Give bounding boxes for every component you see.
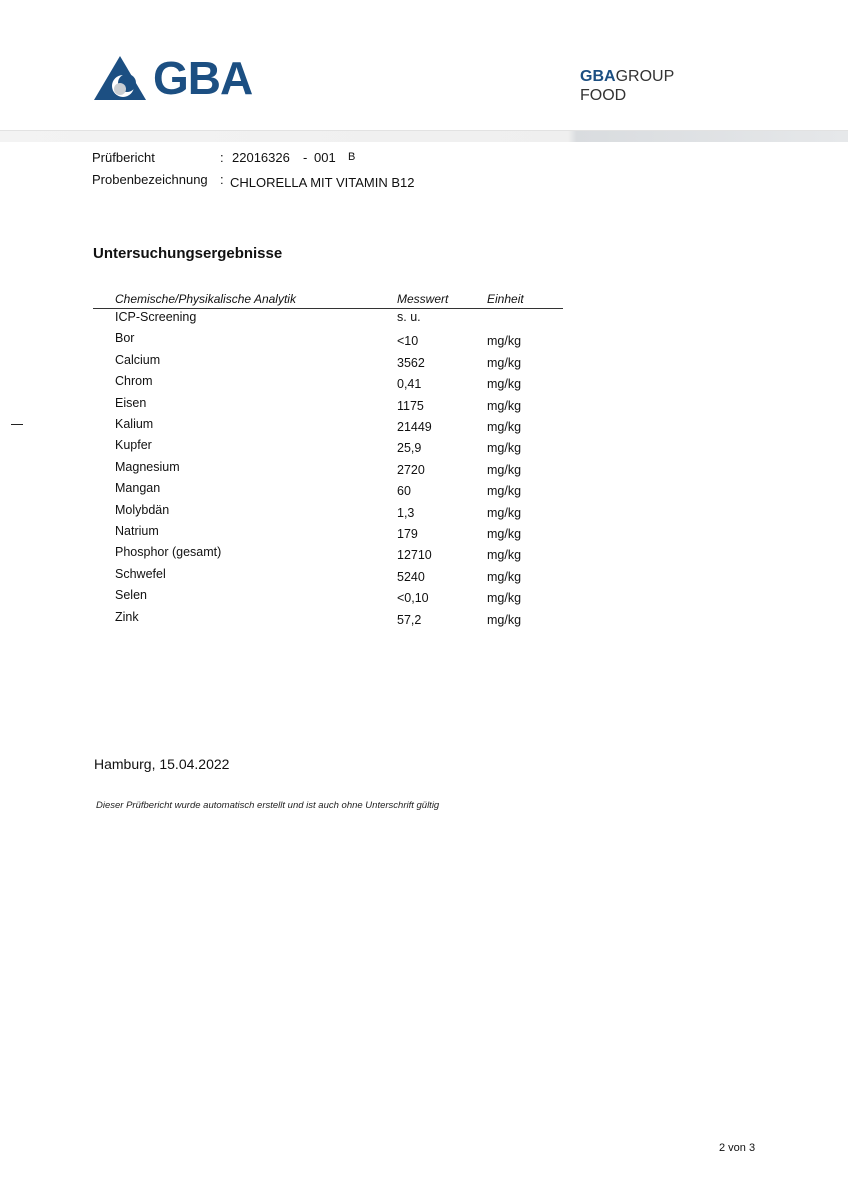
unit: mg/kg	[487, 548, 522, 563]
group-brand-rest: GROUP	[615, 68, 675, 85]
unit: mg/kg	[487, 505, 522, 520]
unit: mg/kg	[487, 377, 522, 392]
measured-value: 12710	[397, 548, 432, 563]
table-row	[93, 481, 563, 502]
analysis-name: Molybdän	[115, 502, 170, 517]
table-row	[93, 374, 563, 395]
analysis-name: Magnesium	[115, 459, 180, 474]
gba-triangle-logo-icon	[93, 55, 147, 101]
unit: mg/kg	[487, 355, 522, 370]
table-header	[93, 290, 563, 309]
unit: mg/kg	[487, 527, 522, 541]
measured-value: 57,2	[397, 612, 422, 627]
table-row	[93, 524, 563, 545]
measured-value: 179	[397, 527, 418, 541]
report-sub: 001	[314, 150, 336, 165]
analysis-name: Kupfer	[115, 438, 152, 453]
analysis-name: Calcium	[115, 352, 161, 367]
table-row	[93, 503, 563, 524]
table-row	[93, 331, 563, 352]
column-unit: Einheit	[487, 292, 524, 306]
measured-value: 0,41	[397, 377, 422, 392]
logo-text: GBA	[153, 52, 253, 104]
table-row	[93, 310, 563, 331]
unit: mg/kg	[487, 420, 522, 434]
analysis-name: Eisen	[115, 395, 147, 410]
table-row	[93, 417, 563, 438]
measured-value: <10	[397, 334, 419, 349]
table-row	[93, 353, 563, 374]
measured-value: 3562	[397, 355, 425, 370]
signature-note: Dieser Prüfbericht wurde automatisch erstellt und ist auch ohne Unterschrift gültig	[96, 800, 440, 811]
unit: mg/kg	[487, 334, 522, 349]
analysis-name: Phosphor (gesamt)	[115, 545, 222, 560]
header-band	[0, 130, 848, 142]
measured-value: 21449	[397, 420, 432, 434]
place-date: Hamburg, 15.04.2022	[94, 756, 230, 772]
measured-value: s. u.	[397, 310, 421, 324]
table-row	[93, 588, 563, 609]
page-number: 2 von 3	[719, 1142, 756, 1154]
unit: mg/kg	[487, 591, 522, 606]
unit: mg/kg	[487, 484, 522, 499]
unit: mg/kg	[487, 441, 522, 456]
group-brand	[580, 67, 674, 105]
measured-value: 25,9	[397, 441, 422, 456]
sample-label: Probenbezeichnung	[92, 172, 208, 187]
measured-value: 1175	[397, 398, 424, 413]
group-brand-bold: GBA	[580, 68, 616, 85]
analysis-name: Chrom	[115, 374, 153, 389]
measured-value: 2720	[397, 462, 425, 477]
column-analysis: Chemische/Physikalische Analytik	[115, 292, 296, 306]
table-row	[93, 396, 563, 417]
unit: mg/kg	[487, 462, 522, 477]
unit: mg/kg	[487, 569, 522, 584]
measured-value: 1,3	[397, 505, 415, 520]
report-label: Prüfbericht	[92, 150, 155, 165]
unit: mg/kg	[487, 612, 522, 627]
analysis-name: Kalium	[115, 417, 154, 431]
analysis-name: Zink	[115, 609, 139, 624]
sample-colon: :	[220, 172, 224, 187]
group-brand-food: FOOD	[580, 87, 627, 104]
column-value: Messwert	[397, 292, 449, 306]
measured-value: <0,10	[397, 591, 429, 606]
analysis-name: Mangan	[115, 481, 161, 496]
table-row	[93, 438, 563, 459]
table-row	[93, 610, 563, 631]
report-colon: :	[220, 150, 224, 165]
table-row	[93, 567, 563, 588]
analysis-name: Selen	[115, 588, 147, 603]
measured-value: 5240	[397, 569, 425, 584]
margin-mark	[11, 424, 23, 425]
analysis-name: Bor	[115, 331, 135, 346]
sample-name: CHLORELLA MIT VITAMIN B12	[230, 175, 415, 190]
report-suffix: B	[348, 151, 356, 163]
report-separator: -	[303, 150, 308, 165]
gba-logo	[93, 52, 253, 104]
report-number: 22016326	[232, 150, 290, 165]
unit: mg/kg	[487, 398, 522, 413]
analysis-name: ICP-Screening	[115, 310, 197, 324]
measured-value: 60	[397, 484, 411, 499]
analysis-name: Schwefel	[115, 566, 166, 581]
results-title: Untersuchungsergebnisse	[93, 245, 283, 262]
table-row	[93, 460, 563, 481]
analysis-name: Natrium	[115, 524, 159, 538]
table-row	[93, 545, 563, 566]
